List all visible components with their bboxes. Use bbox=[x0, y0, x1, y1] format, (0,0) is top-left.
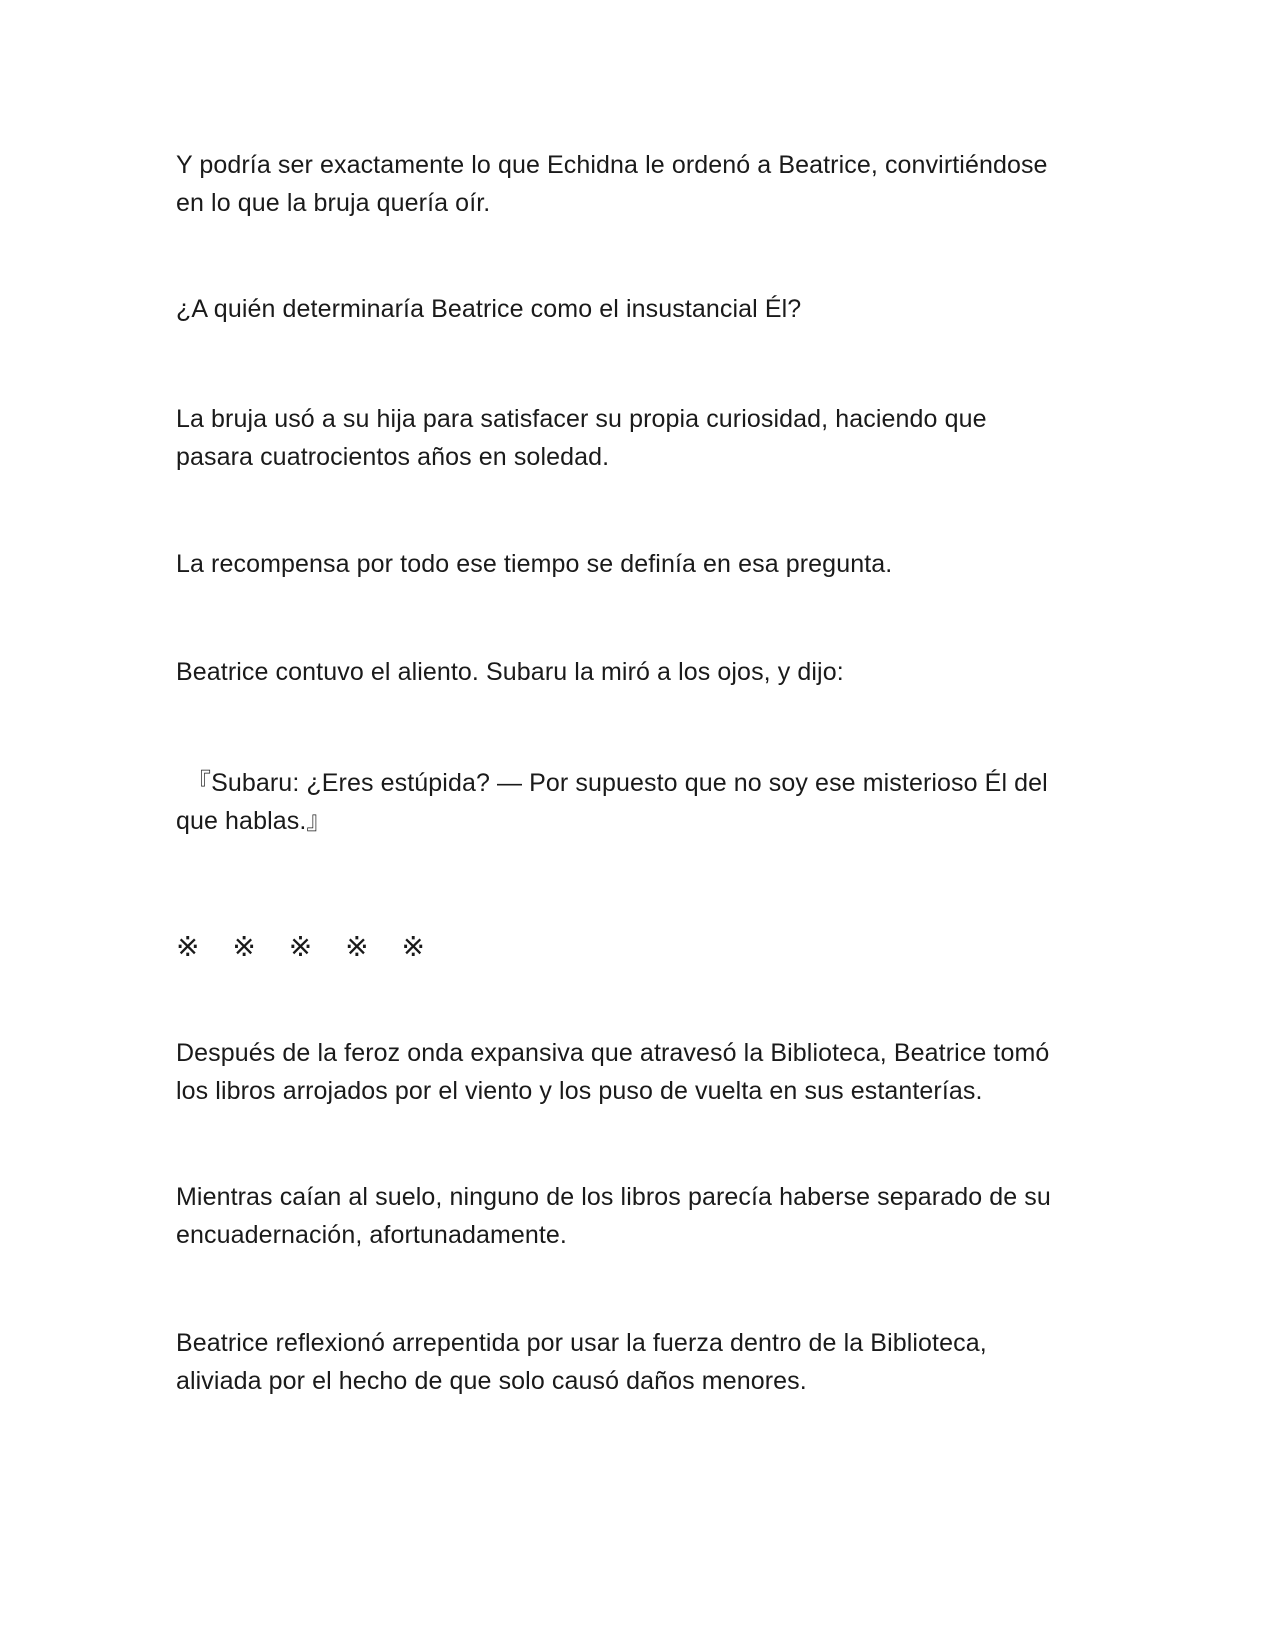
paragraph-line: Después de la feroz onda expansiva que atravesó la Biblioteca, Beatrice tomó bbox=[176, 1039, 1050, 1067]
paragraph-line: Mientras caían al suelo, ninguno de los libros parecía haberse separado de su bbox=[176, 1183, 1051, 1211]
dialogue-subaru bbox=[176, 764, 1116, 840]
paragraph-line: pasara cuatrocientos años en soledad. bbox=[176, 443, 610, 471]
paragraph-line: ¿A quién determinaría Beatrice como el insustancial Él? bbox=[176, 295, 802, 323]
scene-break-separator: ※ ※ ※ ※ ※ bbox=[176, 930, 425, 963]
paragraph-line: Beatrice reflexionó arrepentida por usar la fuerza dentro de la Biblioteca, bbox=[176, 1329, 987, 1357]
paragraph-books-fell bbox=[176, 1178, 1106, 1254]
dialogue-line: 『Subaru: ¿Eres estúpida? — Por supuesto que no soy ese misterioso Él del bbox=[186, 769, 1048, 797]
paragraph-reflection bbox=[176, 1324, 1106, 1400]
paragraph-shockwave bbox=[176, 1034, 1106, 1110]
paragraph-line: aliviada por el hecho de que solo causó daños menores. bbox=[176, 1367, 807, 1395]
paragraph-question bbox=[176, 290, 1106, 328]
paragraph-line: Beatrice contuvo el aliento. Subaru la miró a los ojos, y dijo: bbox=[176, 658, 844, 686]
paragraph-held-breath bbox=[176, 653, 1106, 691]
paragraph-line: los libros arrojados por el viento y los puso de vuelta en sus estanterías. bbox=[176, 1077, 983, 1105]
paragraph-line: encuadernación, afortunadamente. bbox=[176, 1221, 567, 1249]
paragraph-line: en lo que la bruja quería oír. bbox=[176, 189, 491, 217]
paragraph-reward bbox=[176, 545, 1106, 583]
paragraph-line: La recompensa por todo ese tiempo se definía en esa pregunta. bbox=[176, 550, 893, 578]
paragraph-witch-daughter bbox=[176, 400, 1106, 476]
paragraph-echidna-order bbox=[176, 146, 1106, 222]
paragraph-line: Y podría ser exactamente lo que Echidna le ordenó a Beatrice, convirtiéndose bbox=[176, 151, 1048, 179]
paragraph-line: La bruja usó a su hija para satisfacer su propia curiosidad, haciendo que bbox=[176, 405, 987, 433]
dialogue-line: que hablas.』 bbox=[176, 807, 332, 835]
